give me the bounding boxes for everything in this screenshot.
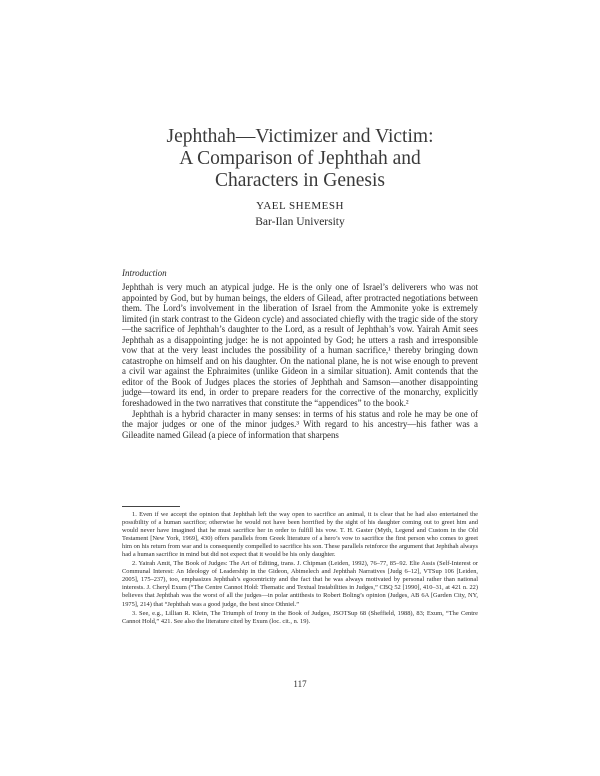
footnote-2: 2. Yairah Amit, The Book of Judges: The Art of Editing, trans. J. Chipman (Leiden, 1992), 76–77, 85–92. Elie Assis (Self-Interest or Communal Interest: An Ideology of Leadership in the Gideon, Abimelech and Jephthah Narratives [Judg 6–12], VTSup 106 [Leiden, 2005], 175–237), too, emphasizes Jephthah’s egocentricity and the fact that he was always motivated by personal rather than national interests. J. Cheryl Exum (“The Centre Cannot Hold: Thematic and Textual Instabilities in Judges,” CBQ 52 [1990], 410–31, at 421 n. 22) believes that Jephthah was the worst of all the judges—in polar antithesis to Robert Boling’s opinion (Judges, AB 6A [Garden City, NY, 1975], 214) that “Jephthah was a good judge, the best since Othniel.” [122, 560, 478, 608]
author-name: YAEL SHEMESH [256, 200, 344, 212]
article-title [0, 126, 600, 192]
title-line-1: Jephthah—Victimizer and Victim: [166, 126, 434, 147]
footnote-3: 3. See, e.g., Lillian R. Klein, The Triumph of Irony in the Book of Judges, JSOTSup 68 (Sheffield, 1988), 83; Exum, “The Centre Cannot Hold,” 421. See also the literature cited by Exum (loc. cit., n. 19). [122, 609, 478, 625]
author-affiliation: Bar-Ilan University [255, 216, 345, 228]
title-line-2: A Comparison of Jephthah and [179, 148, 421, 169]
title-line-3: Characters in Genesis [214, 170, 386, 191]
footnotes [122, 511, 478, 627]
section-heading: Introduction [122, 268, 167, 278]
page-number: 117 [293, 679, 307, 689]
footnote-divider [122, 506, 180, 507]
paragraph-2: Jephthah is a hybrid character in many senses: in terms of his status and role he may be one of the major judges or one of the minor judges.³ With regard to his ancestry—his father was a Gileadite named Gilead (a piece of information that sharpens [122, 408, 478, 440]
footnote-1: 1. Even if we accept the opinion that Jephthah left the way open to sacrifice an animal, it is clear that he had also entertained the possibility of a human sacrifice; otherwise he would not have been horrified by the sight of his daughter coming out to greet him and would never have imagined that he must sacrifice her in order to fulfill his vow. T. H. Gaster (Myth, Legend and Custom in the Old Testament [New York, 1969], 430) offers parallels from Greek literature of a hero’s vow to sacrifice the first person who comes to greet him on his return from war and is consequently compelled to sacrifice his son. These parallels reinforce the argument that Jephthah always had a human sacrifice in mind but did not expect that it would be his only daughter. [122, 511, 478, 559]
body-text [122, 282, 478, 440]
paragraph-1: Jephthah is very much an atypical judge. He is the only one of Israel’s deliverers who was not appointed by God, but by human beings, the elders of Gilead, after protracted negotiations between them. The Lord’s involvement in the liberation of Israel from the Ammonite yoke is extremely limited (in stark contrast to the Gideon cycle) and associated chiefly with the tragic side of the story—the sacrifice of Jephthah’s daughter to the Lord, as a result of Jephthah’s vow. Yairah Amit sees Jephthah as a disappointing judge: he is not appointed by God; he utters a rash and irresponsible vow that at the very least includes the possibility of a human sacrifice,¹ thereby bringing down catastrophe on himself and on his daughter. On the national plane, he is not wise enough to prevent a civil war against the Ephraimites (unlike Gideon in a similar situation). Amit contends that the editor of the Book of Judges places the stories of Jephthah and Samson—another disappointing judge—toward its end, in order to prepare readers for the corrective of the monarchy, explicitly foreshadowed in the two narratives that constitute the “appendices” to the book.² [122, 282, 478, 409]
